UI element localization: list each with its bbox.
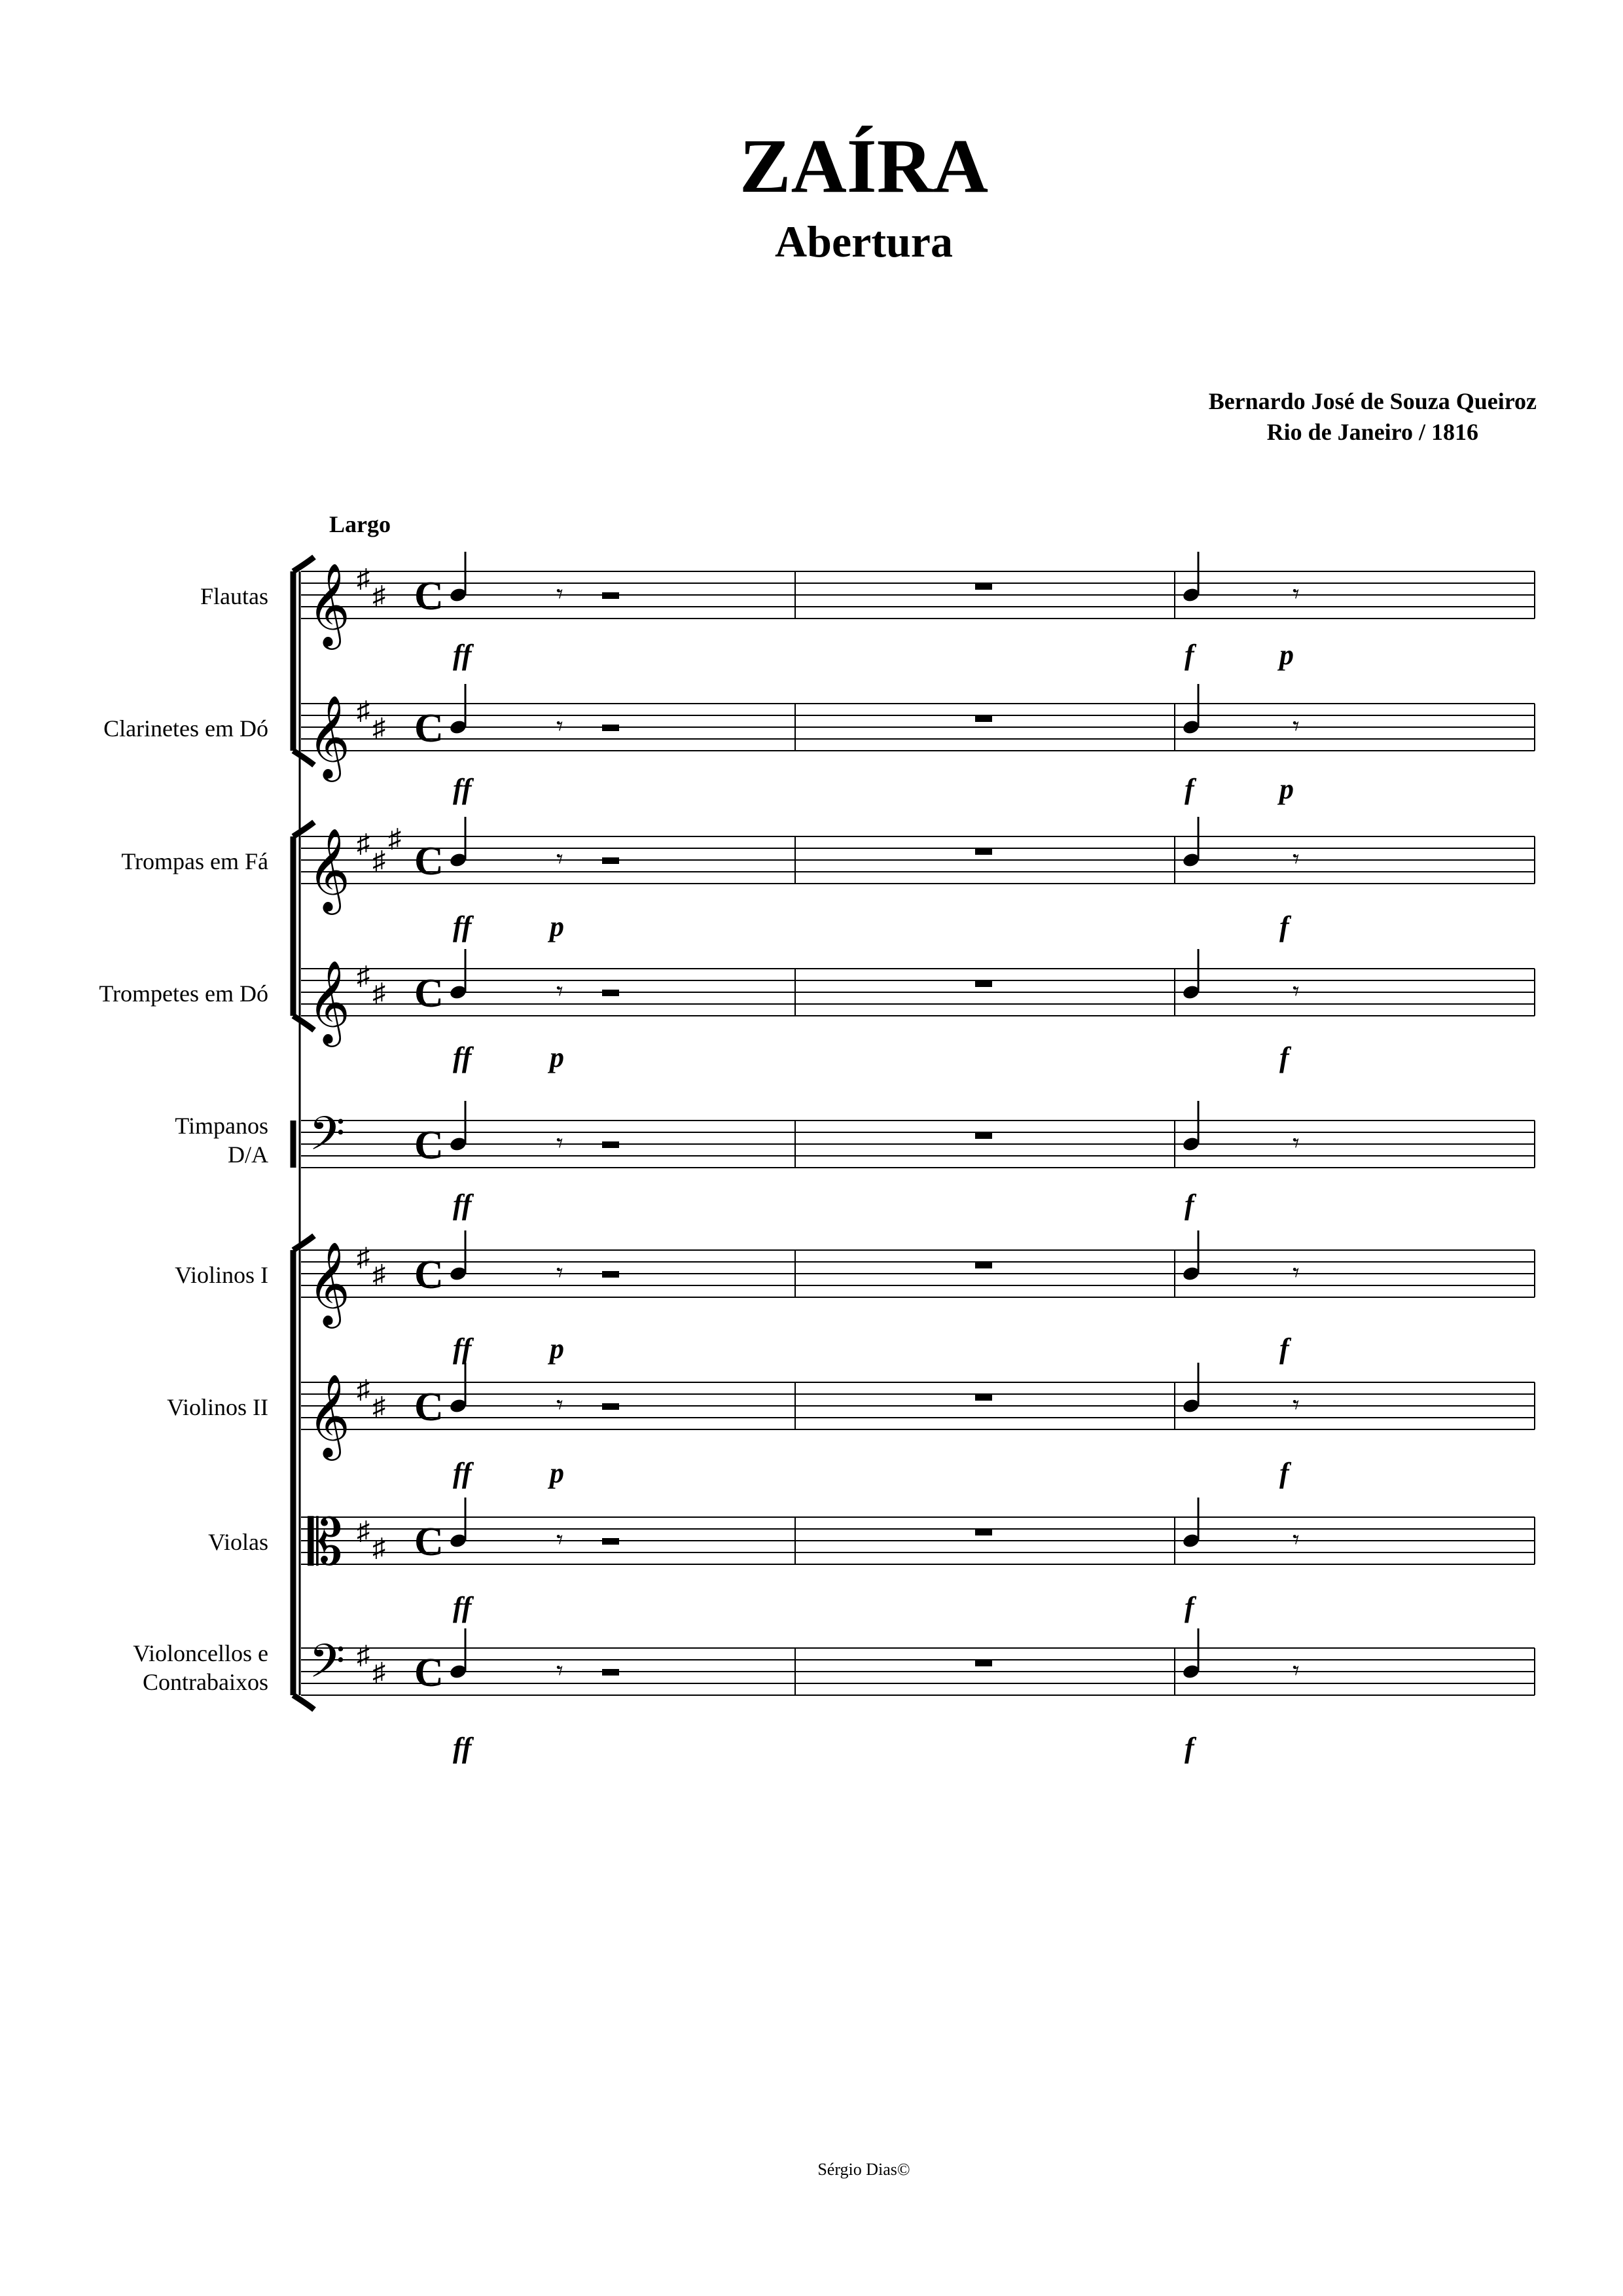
dynamic-marking: f — [1279, 910, 1289, 942]
eighth-rest-icon: 𝄾 — [556, 1390, 563, 1420]
sharp-icon: ♯ — [357, 564, 370, 593]
eighth-rest-icon: 𝄾 — [556, 844, 563, 874]
instrument-name: Violoncellos e — [133, 1640, 268, 1666]
treble-clef-icon: 𝄞 — [308, 962, 351, 1042]
eighth-rest-icon: 𝄾 — [1293, 1656, 1300, 1685]
treble-clef-icon: 𝄞 — [308, 1376, 351, 1456]
dynamic-marking: ff — [453, 639, 472, 671]
dynamic-marking: ff — [453, 773, 472, 805]
instrument-name: Violinos II — [167, 1394, 268, 1420]
sharp-icon: ♯ — [357, 1640, 370, 1670]
whole-rest-icon — [975, 715, 992, 722]
time-signature: C — [414, 1520, 444, 1564]
sharp-icon: ♯ — [372, 713, 385, 742]
instrument-name: Timpanos — [175, 1113, 268, 1139]
eighth-rest-icon: 𝄾 — [556, 1258, 563, 1287]
whole-rest-icon — [975, 1132, 992, 1139]
time-signature: C — [414, 1651, 444, 1695]
dynamic-marking: p — [550, 1457, 564, 1489]
eighth-rest-icon: 𝄾 — [556, 579, 563, 609]
eighth-rest-icon: 𝄾 — [556, 977, 563, 1006]
eighth-rest-icon: 𝄾 — [556, 1525, 563, 1554]
sharp-icon: ♯ — [372, 1533, 385, 1562]
sharp-icon: ♯ — [357, 1516, 370, 1545]
half-rest-icon — [602, 1141, 619, 1148]
time-signature: C — [414, 574, 444, 619]
instrument-name-line2: Contrabaixos — [143, 1669, 268, 1695]
dynamic-marking: p — [1279, 639, 1294, 671]
treble-clef-icon: 𝄞 — [308, 697, 351, 777]
half-rest-icon — [602, 1271, 619, 1278]
dynamic-marking: p — [1279, 773, 1294, 805]
time-signature: C — [414, 1253, 444, 1297]
place-date: Rio de Janeiro / 1816 — [1266, 418, 1479, 445]
sharp-icon: ♯ — [372, 978, 385, 1007]
tempo-marking: Largo — [329, 511, 391, 537]
half-rest-icon — [602, 1538, 619, 1545]
time-signature: C — [414, 1385, 444, 1429]
dynamic-marking: p — [550, 1333, 564, 1365]
sharp-icon: ♯ — [357, 1242, 370, 1272]
whole-rest-icon — [975, 980, 992, 987]
alto-clef-icon: 𝄡 — [308, 1508, 343, 1578]
instrument-name: Violas — [208, 1529, 268, 1555]
instrument-name-line2: D/A — [228, 1141, 268, 1168]
time-signature: C — [414, 971, 444, 1016]
eighth-rest-icon: 𝄾 — [1293, 579, 1300, 609]
dynamic-marking: ff — [453, 910, 472, 942]
eighth-rest-icon: 𝄾 — [1293, 977, 1300, 1006]
half-rest-icon — [602, 592, 619, 599]
dynamic-marking: f — [1185, 1732, 1194, 1764]
time-signature: C — [414, 706, 444, 751]
piece-title: ZAÍRA — [739, 123, 989, 209]
composer-name: Bernardo José de Souza Queiroz — [1208, 388, 1537, 414]
dynamic-marking: f — [1185, 1591, 1194, 1623]
half-rest-icon — [602, 857, 619, 864]
instrument-name: Trompas em Fá — [121, 848, 268, 874]
eighth-rest-icon: 𝄾 — [1293, 1390, 1300, 1420]
eighth-rest-icon: 𝄾 — [556, 1656, 563, 1685]
treble-clef-icon: 𝄞 — [308, 565, 351, 645]
eighth-rest-icon: 𝄾 — [1293, 1128, 1300, 1158]
sharp-icon: ♯ — [372, 581, 385, 610]
eighth-rest-icon: 𝄾 — [1293, 1525, 1300, 1554]
dynamic-marking: ff — [453, 1732, 472, 1764]
half-rest-icon — [602, 990, 619, 996]
time-signature: C — [414, 1123, 444, 1168]
instrument-name: Trompetes em Dó — [99, 980, 268, 1007]
whole-rest-icon — [975, 1394, 992, 1401]
instrument-name: Clarinetes em Dó — [103, 715, 268, 742]
instrument-name: Flautas — [200, 583, 268, 609]
treble-clef-icon: 𝄞 — [308, 1244, 351, 1323]
sharp-icon: ♯ — [372, 1391, 385, 1421]
whole-rest-icon — [975, 583, 992, 590]
dynamic-marking: p — [550, 1041, 564, 1073]
sharp-icon: ♯ — [372, 846, 385, 875]
copyright-footer: Sérgio Dias© — [817, 2160, 910, 2179]
eighth-rest-icon: 𝄾 — [1293, 844, 1300, 874]
eighth-rest-icon: 𝄾 — [556, 711, 563, 741]
piece-subtitle: Abertura — [775, 217, 953, 266]
sharp-icon: ♯ — [357, 829, 370, 858]
eighth-rest-icon: 𝄾 — [556, 1128, 563, 1158]
half-rest-icon — [602, 725, 619, 731]
dynamic-marking: f — [1279, 1333, 1289, 1365]
sharp-icon: ♯ — [357, 1374, 370, 1404]
dynamic-marking: f — [1279, 1457, 1289, 1489]
whole-rest-icon — [975, 848, 992, 855]
half-rest-icon — [602, 1669, 619, 1676]
dynamic-marking: f — [1185, 1189, 1194, 1221]
dynamic-marking: p — [550, 910, 564, 942]
bass-clef-icon: 𝄢 — [309, 1108, 346, 1171]
whole-rest-icon — [975, 1262, 992, 1268]
dynamic-marking: ff — [453, 1041, 472, 1073]
dynamic-marking: f — [1185, 639, 1194, 671]
dynamic-marking: ff — [453, 1189, 472, 1221]
whole-rest-icon — [975, 1529, 992, 1535]
sharp-icon: ♯ — [357, 961, 370, 990]
instrument-name: Violinos I — [175, 1262, 268, 1288]
dynamic-marking: ff — [453, 1457, 472, 1489]
sharp-icon: ♯ — [388, 823, 401, 853]
whole-rest-icon — [975, 1660, 992, 1666]
dynamic-marking: f — [1185, 773, 1194, 805]
half-rest-icon — [602, 1403, 619, 1410]
time-signature: C — [414, 839, 444, 884]
eighth-rest-icon: 𝄾 — [1293, 711, 1300, 741]
sharp-icon: ♯ — [372, 1259, 385, 1289]
sharp-icon: ♯ — [372, 1657, 385, 1687]
sharp-icon: ♯ — [357, 696, 370, 725]
dynamic-marking: ff — [453, 1591, 472, 1623]
eighth-rest-icon: 𝄾 — [1293, 1258, 1300, 1287]
dynamic-marking: ff — [453, 1333, 472, 1365]
bass-clef-icon: 𝄢 — [309, 1636, 346, 1698]
dynamic-marking: f — [1279, 1041, 1289, 1073]
treble-clef-icon: 𝄞 — [308, 830, 351, 910]
